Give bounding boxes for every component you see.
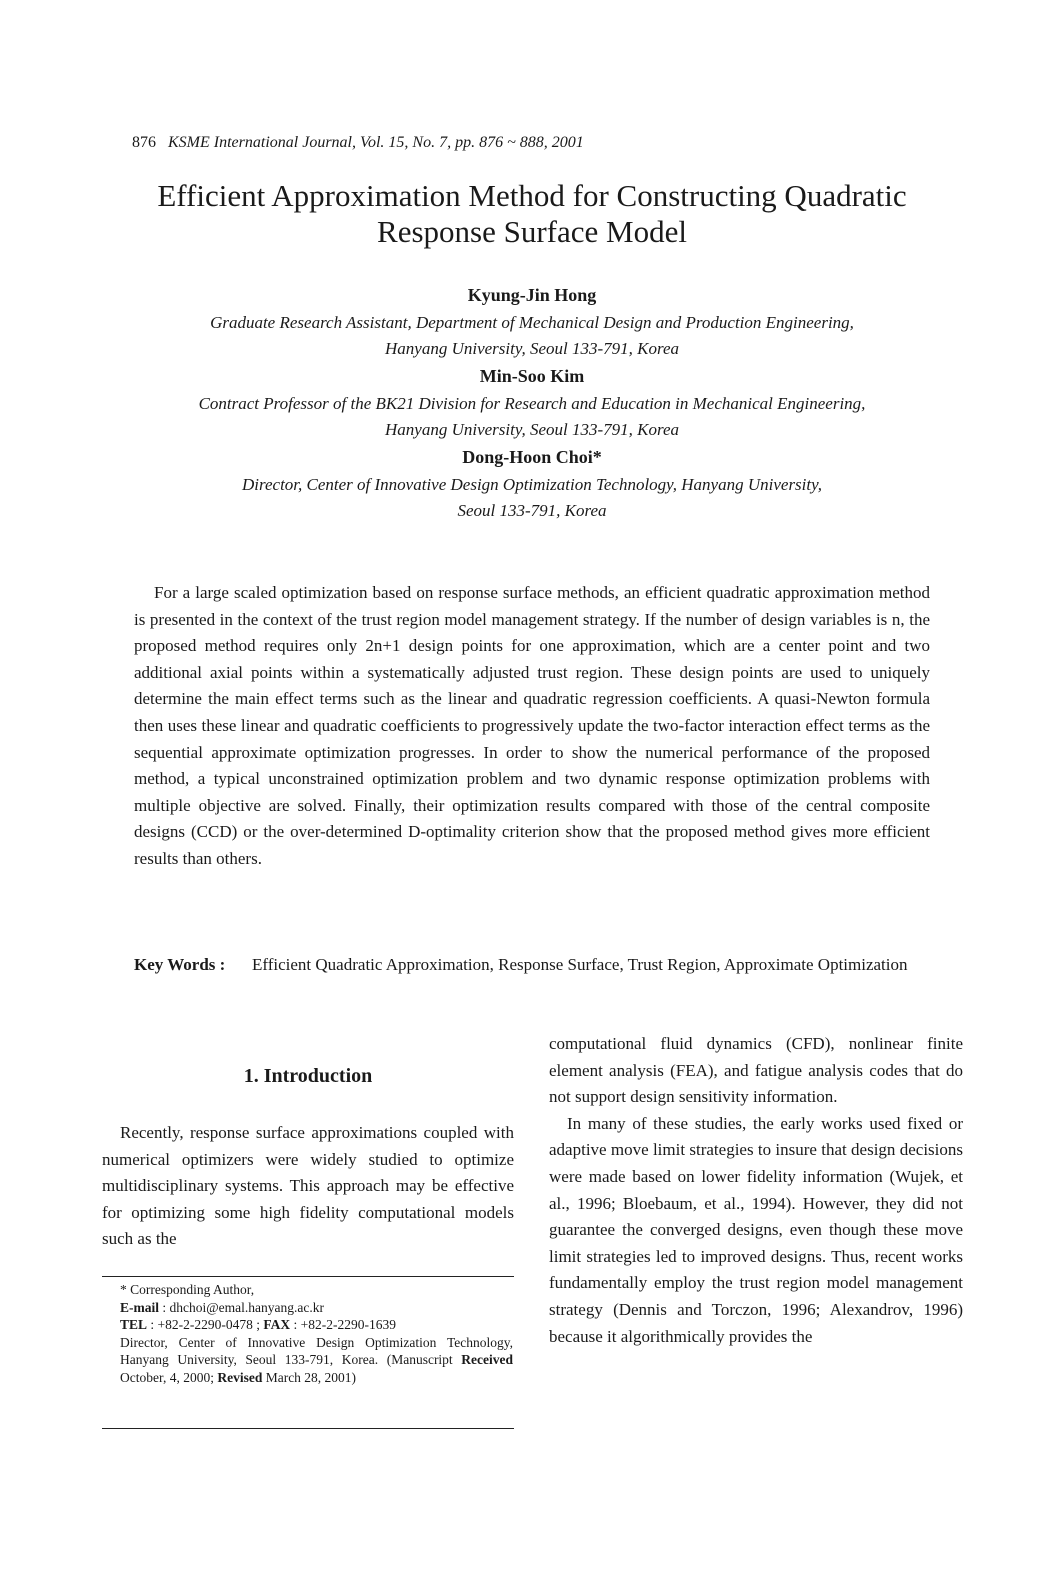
footnote-divider-top bbox=[102, 1276, 514, 1277]
received-label: Received bbox=[461, 1352, 514, 1368]
title-line-1: Efficient Approximation Method for Constructing Quadratic bbox=[157, 178, 907, 213]
email-value: : dhchoi@emal.hanyang.ac.kr bbox=[162, 1299, 324, 1315]
received-date: October, 4, 2000; bbox=[120, 1369, 214, 1385]
revised-date: March 28, 2001) bbox=[265, 1369, 357, 1385]
tel-value: : +82-2-2290-0478 ; bbox=[150, 1317, 260, 1333]
intro-left-column: Recently, response surface approximations coupled with numerical optimizers were widely studied to optimize multidisciplinary systems. This approach may be effective for optimizing some high fidelity computational models such as the bbox=[102, 1123, 514, 1249]
fax-label: FAX bbox=[263, 1317, 291, 1333]
keywords-text: Efficient Quadratic Approximation, Response Surface, Trust Region, Approximate Optimization bbox=[252, 955, 908, 974]
keywords-label: Key Words : bbox=[134, 955, 226, 974]
footnote bbox=[120, 1281, 513, 1387]
author-affiliation-3 bbox=[60, 472, 1004, 524]
running-header bbox=[132, 134, 584, 152]
page-number: 876 bbox=[132, 134, 156, 151]
journal-citation: KSME International Journal, Vol. 15, No. 7, pp. 876 ~ 888, 2001 bbox=[168, 134, 584, 151]
affiliation-2-line-2: Hanyang University, Seoul 133-791, Korea bbox=[385, 420, 679, 439]
affiliation-2-line-1: Contract Professor of the BK21 Division for Research and Education in Mechanical Engineering, bbox=[198, 394, 866, 413]
footnote-address: Director, Center of Innovative Design Optimization Technology, Hanyang University, Seoul 133-791, Korea. bbox=[120, 1334, 513, 1368]
email-label: E-mail bbox=[120, 1299, 159, 1315]
revised-label: Revised bbox=[217, 1369, 263, 1385]
author-name-3: Dong-Hoon Choi* bbox=[462, 447, 602, 467]
footnote-phone-line bbox=[120, 1316, 513, 1334]
tel-label: TEL bbox=[120, 1317, 148, 1333]
affiliation-1-line-1: Graduate Research Assistant, Department of Mechanical Design and Production Engineering, bbox=[210, 313, 854, 332]
intro-right-column bbox=[549, 1031, 963, 1350]
footnote-email-line bbox=[120, 1299, 513, 1317]
affiliation-3-line-1: Director, Center of Innovative Design Optimization Technology, Hanyang University, bbox=[242, 475, 822, 494]
keywords bbox=[134, 951, 934, 978]
affiliation-3-line-2: Seoul 133-791, Korea bbox=[457, 501, 607, 520]
abstract: For a large scaled optimization based on response surface methods, an efficient quadratic approximation method is presented in the context of the trust region model management strategy. If the number of design variables is n, the proposed method requires only 2n+1 design points for one approximation, which are a center point and two additional axial points within a systematically adjusted trust region. These design points are used to uniquely determine the main effect terms such as the linear and quadratic regression coefficients. A quasi-Newton formula then uses these linear and quadratic coefficients to progressively update the two-factor interaction effect terms as the sequential approximate optimization progresses. In order to show the numerical performance of the proposed method, a typical unconstrained optimization problem and two dynamic response optimization problems with multiple objective are solved. Finally, their optimization results compared with those of the central composite designs (CCD) or the over-determined D-optimality criterion show that the proposed method gives more efficient results than others. bbox=[134, 583, 930, 868]
intro-right-paragraph-1: computational fluid dynamics (CFD), nonlinear finite element analysis (FEA), and fatigue analysis codes that do not support design sensitivity information. bbox=[549, 1034, 963, 1107]
section-heading: 1. Introduction bbox=[243, 1065, 373, 1087]
manuscript-prefix: (Manuscript bbox=[386, 1352, 453, 1368]
author-name-2: Min-Soo Kim bbox=[479, 366, 585, 386]
footnote-address-block bbox=[120, 1334, 513, 1387]
author-name-1: Kyung-Jin Hong bbox=[467, 285, 597, 305]
title-line-2: Response Surface Model bbox=[377, 214, 687, 249]
fax-value: : +82-2-2290-1639 bbox=[293, 1317, 396, 1333]
intro-right-paragraph-2: In many of these studies, the early works used fixed or adaptive move limit strategies to insure that design decisions were made based on lower fidelity information (Wujek, et al., 1996; Bloebaum, et al., 1994). However, they did not guarantee the converged designs, even though these move limit strategies led to improved designs. Thus, recent works fundamentally employ the trust region model management strategy (Dennis and Torczon, 1996; Alexandrov, 1996) because it algorithmically provides the bbox=[549, 1113, 963, 1346]
paper-title bbox=[60, 178, 1004, 250]
author-affiliation-2 bbox=[60, 391, 1004, 443]
affiliation-1-line-2: Hanyang University, Seoul 133-791, Korea bbox=[385, 339, 679, 358]
author-affiliation-1 bbox=[60, 310, 1004, 362]
footnote-divider-bottom bbox=[102, 1428, 514, 1429]
footnote-corresponding: * Corresponding Author, bbox=[120, 1282, 255, 1297]
